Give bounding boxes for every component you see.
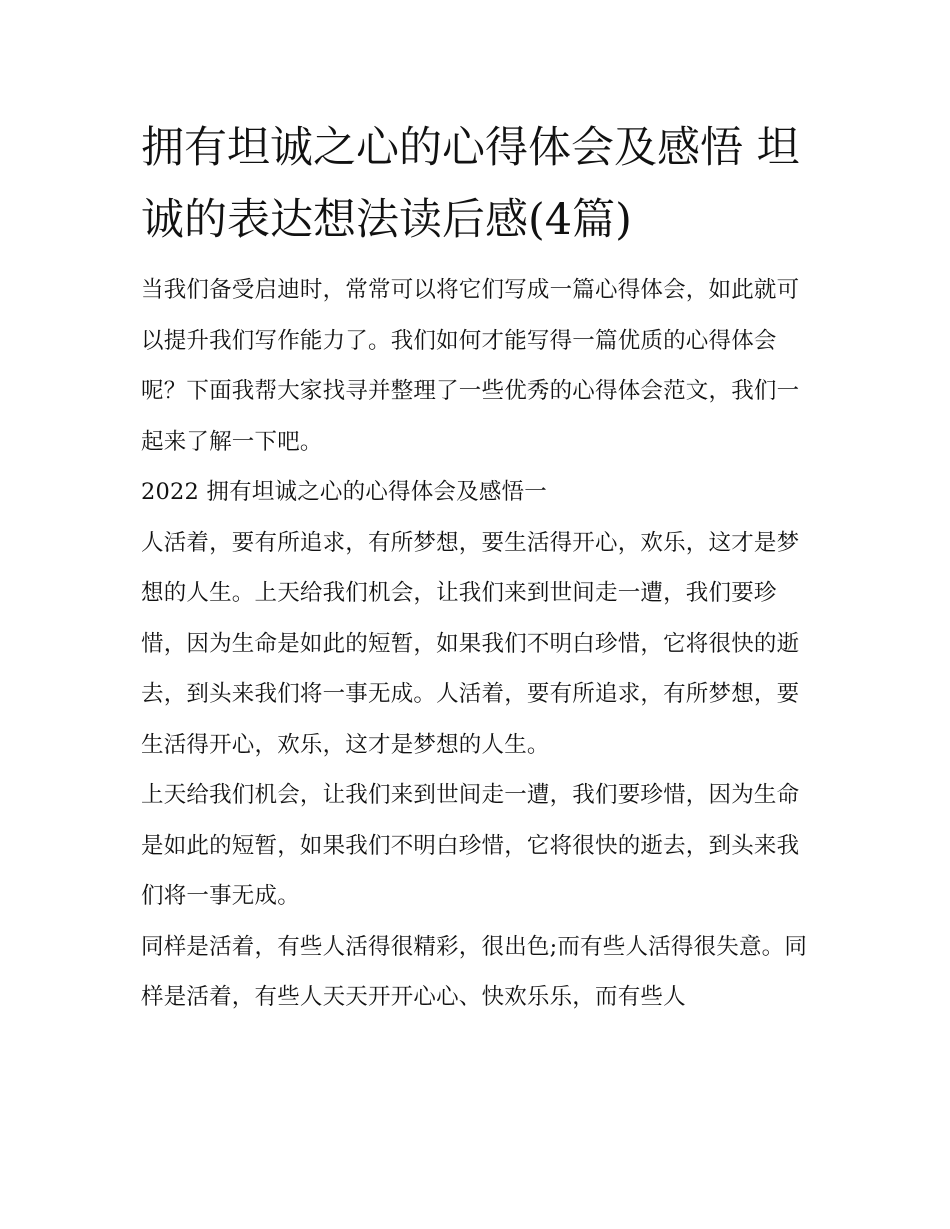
intro-paragraph: 当我们备受启迪时，常常可以将它们写成一篇心得体会，如此就可以提升我们写作能力了。我们如何才能写得一篇优质的心得体会呢？下面我帮大家找寻并整理了一些优秀的心得体会范文，我们一起来了解一下吧。 (141, 277, 800, 455)
body-paragraph: 同样是活着，有些人活得很精彩，很出色;而有些人活得很失意。同样是活着，有些人天天开开心心、快欢乐乐，而有些人 (141, 933, 808, 1010)
section-heading: 2022 拥有坦诚之心的心得体会及感悟一 (141, 479, 547, 505)
document-title: 拥有坦诚之心的心得体会及感悟 坦诚的表达想法读后感(4篇) (141, 123, 800, 245)
document-content (141, 112, 816, 1023)
body-paragraph: 人活着，要有所追求，有所梦想，要生活得开心，欢乐，这才是梦想的人生。上天给我们机会，让我们来到世间走一遭，我们要珍惜，因为生命是如此的短暂，如果我们不明白珍惜，它将很快的逝去，到头来我们将一事无成。人活着，要有所追求，有所梦想，要生活得开心，欢乐，这才是梦想的人生。 (141, 529, 800, 758)
body-paragraph: 上天给我们机会，让我们来到世间走一遭，我们要珍惜，因为生命是如此的短暂，如果我们不明白珍惜，它将很快的逝去，到头来我们将一事无成。 (141, 782, 800, 909)
